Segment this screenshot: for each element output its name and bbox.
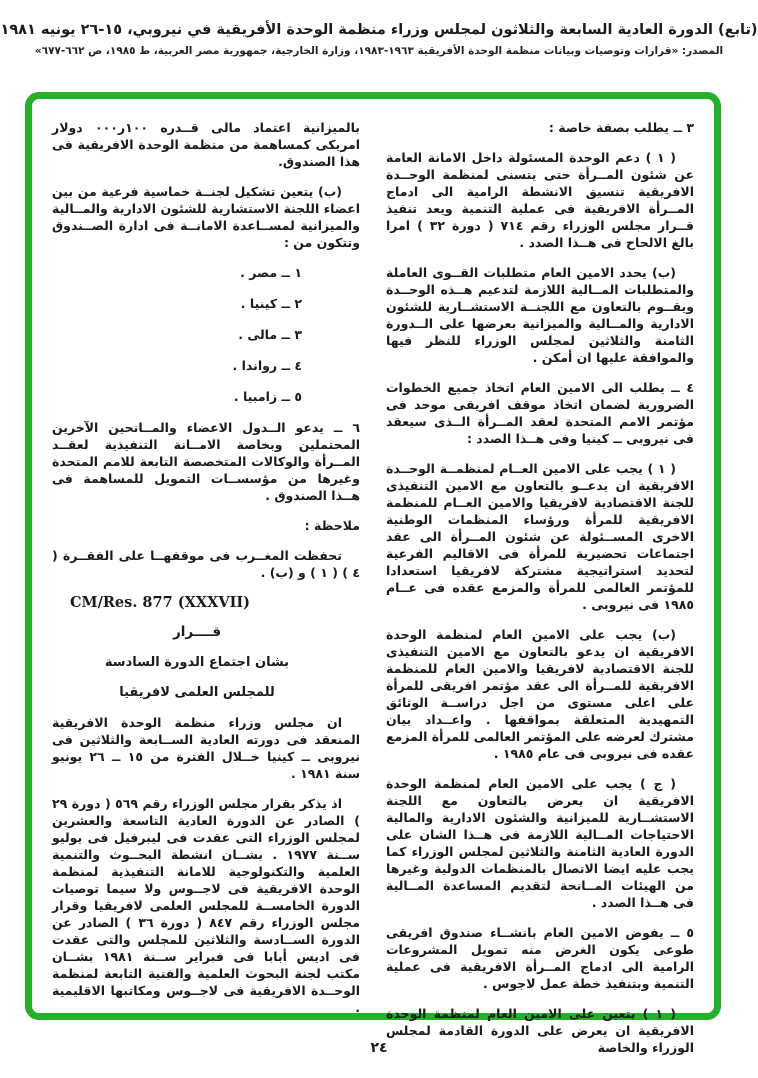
paragraph-committee: (ب) يتعين تشكيل لجنــة خماسية فرعية من بين اعضاء اللجنة الاستشارية للشئون الادارية والمــالية والميزانية لمســاعدة الامانــة فى ادارة الصــندوق وتتكون من :	[52, 184, 360, 250]
column-right	[386, 119, 694, 1055]
list-item: ٥ ــ زامبيا .	[233, 389, 302, 404]
paragraph-item-4: ٤ ــ يطلب الى الامين العام اتخاذ جميع الخطوات الضرورية لضمان اتخاذ موقف افريقى موحد فى مؤتمر الامم المتحدة لعقد المــرأة الــذى سيعقد فى نيروبى ــ كينيا وفى هــذا الصدد :	[386, 380, 694, 446]
paragraph-4b: (ب) يجب على الامين العام لمنظمة الوحدة الافريقية ان يدعو بالتعاون مع الامين التنفيذى للجنة الاقتصادية لافريقيا والامين العام للمنظمة الافريقية للمــرأة الى عقد مؤتمر افريقى للمرأة على اعلى مستوى من اجل دراســة الوثائق التمهيدية المتعلقة بمواقفها . واعــداد بيان مشترك لعرضه على المؤتمر العالمى للمرأة المزمع عقده فى نيروبى فى عام ١٩٨٥ .	[386, 627, 694, 761]
reservation-note: تحفظت المغــرب فى موقفهــا على الفقــرة ( ٤ ) ( ١ ) و (ب) .	[52, 548, 360, 580]
page-number: ٢٤	[370, 1040, 388, 1056]
paragraph-5a: ( ١ ) يتعين على الامين العام لمنظمة الوحدة الافريقية ان يعرض على الدورة القادمة لمجلس الوزراء والخاصة	[386, 1006, 694, 1055]
paragraph-budget: بالميزانية اعتماد مالى قــدره ١٠٠ر٠٠٠ دولار امريكى كمساهمة من منظمة الوحدة الافريقية فى هذا الصندوق.	[52, 120, 360, 169]
resolution-title: قــــرار	[172, 624, 222, 640]
list-item: ٢ ــ كينيا .	[240, 296, 302, 311]
header-source: المصدر: «قرارات وتوصيات وبيانات منظمة الوحدة الأفريقية ١٩٦٣-١٩٨٣، وزارة الخارجية، جمهورية مصر العربية، ط ١٩٨٥، ص ٦٦٢-٦٧٧»	[34, 45, 724, 57]
paragraph-4c: ( ج ) يجب على الامين العام لمنظمة الوحدة الافريقية ان يعرض بالتعاون مع اللجنة الاستشــارية للميزانية والشئون الادارية والمالية الاحتياجات المــالية اللازمة فى هــذا الشان على الدورة العادية الثامنة والثلاثين لمجلس الوزراء كما يجب عليه ايضا الاتصال بالمنظمات الدولية وغيرها من الهيئات المــانحة لتقديم المساعدة المــالية فى هــذا الصدد .	[386, 776, 694, 910]
paragraph-council-session: ان مجلس وزراء منظمة الوحدة الافريقية المنعقد فى دورته العادية الســابعة والثلاثين فى نيروبى ــ كينيا خــلال الفترة من ١٥ ــ ٢٦ يونيو سنة ١٩٨١ .	[52, 715, 361, 781]
paragraph-4a: ( ١ ) يجب على الامين العــام لمنظمــة الوحــدة الافريقية ان يدعــو بالتعاون مع الامين التنفيذى للجنة الاقتصادية لافريقيا والامين العــام للمنظمة الافريقية للمرأة ورؤساء المنظمات الوطنية الاخرى المســئولة عن شئون المــرأة الى عقد اجتماعات تحضيرية للمرأة فى الاقاليم الفرعية لتحديد استراتيجية مشتركة لافريقيا استعدادا للمؤتمر العالمى للمرأة والمزمع عقده فى عــام ١٩٨٥ فى نيروبى .	[386, 461, 694, 612]
note-label: ملاحظة :	[304, 518, 360, 533]
resolution-reference: CM/Res. 877 (XXXVII)	[70, 594, 251, 611]
paragraph-item-5: ٥ ــ يفوض الامين العام بانشــاء صندوق افريقى طوعى يكون الغرض منه تمويل المشروعات الرامية الى ادماج المــرأة الافريقية فى عملية التنمية وبتنفيذ خطة عمل لاجوس .	[386, 925, 694, 991]
paragraph-3b: (ب) يحدد الامين العام متطلبات القــوى العاملة والمتطلبات المــالية اللازمة لتدعيم هــذه الوحــدة ويقــوم بالتعاون مع اللجنــة الاستشــارية للشئون الادارية والمــالية والميزانية بعرضها على الــدورة الثامنة والثلاثين لمجلس الوزراء للنظر فيها والموافقة عليها ان أمكن .	[386, 265, 694, 365]
resolution-subtitle-2: للمجلس العلمى لافريقيا	[119, 685, 275, 700]
committee-members-list	[52, 264, 302, 405]
paragraph-recalling: اذ يذكر بقرار مجلس الوزراء رقم ٥٦٩ ( دورة ٢٩ ) الصادر عن الدورة العادية التاسعة والعشرين لمجلس الوزراء التى عقدت فى ليبرفيل فى يوليو ســنة ١٩٧٧ . بشــان انشطة البحــوث والتنمية العلمية والتكنولوجية للامانة التنفيذية لمنظمة الوحدة الافريقية فى لاجــوس ولا سيما توصيات الدورة الخامســة للمجلس العلمى لافريقيا وقرار مجلس الوزراء رقم ٨٤٧ ( دورة ٣٦ ) الصادر عن الدورة الســادسة والثلاثين للمجلس والتى عقدت فى اديس أبابا فى فبراير ســنة ١٩٨١ بشــان مكتب لجنة البحوث العلمية والفنية التابعة لمنظمة الوحــدة الافريقية فى لاجــوس ومكاتبها الاقليمية .	[52, 796, 360, 1015]
paragraph-item-3: ٣ ــ يطلب بصفة خاصة :	[548, 120, 694, 135]
column-left	[52, 119, 361, 1015]
paragraph-item-6: ٦ ــ يدعو الــدول الاعضاء والمــانحين الآخرين المحتملين وبخاصة الامــانة التنفيذية لعقــد المــرأة والوكالات المتخصصة التابعة للامم المتحدة وغيرها من مؤسســات التمويل للمساهمة فى هــذا الصندوق .	[52, 420, 360, 503]
list-item: ٤ ــ رواندا .	[232, 358, 302, 373]
list-item: ١ ــ مصر .	[240, 265, 302, 280]
list-item: ٣ ــ مالى .	[238, 327, 302, 342]
resolution-subtitle-1: بشان اجتماع الدورة السادسة	[104, 655, 290, 670]
header-title: (تابع) الدورة العادية السابعة والثلاثون لمجلس وزراء منظمة الوحدة الأفريقية في نيروبي، ١٥-٢٦ يونيه ١٩٨١	[0, 22, 758, 38]
page-header	[0, 22, 758, 57]
paragraph-3a: ( ١ ) دعم الوحدة المسئولة داخل الامانة العامة عن شئون المــرأة حتى يتسنى لمنظمة الوحــدة الافريقية تنسيق الانشطة الرامية الى ادماج المــرأة الافريقية فى عملية التنمية ويعد تنفيذ قــرار مجلس الوزراء رقم ٧١٤ ( دورة ٣٢ ) امرا بالغ الالحاح فى هــذا الصدد .	[386, 150, 694, 250]
